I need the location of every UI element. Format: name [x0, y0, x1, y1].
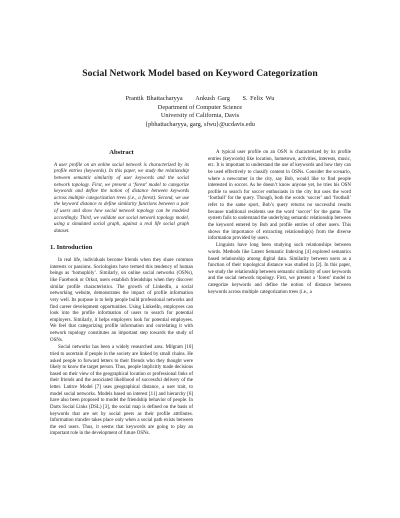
abstract-text: A user profile on an online social network is characterized by its profile entries (keywords). In this paper, we study the relationship between semantic similarity of user keywords and the social network topology. First, we present a ‘forest’ model to categorize keywords and define the notion of distance between keywords across multiple categorization trees (i.e., a forest). Second, we use the keyword distance to define similarity functions between a pair of users and show how social network topology can be modeled accordingly. Third, we validate our social network topology model, using a simulated social graph, against a real life social graph dataset.	[54, 162, 189, 234]
department: Department of Computer Science	[157, 103, 243, 111]
left-column	[50, 150, 193, 438]
author-name: Ankush Garg	[195, 95, 230, 102]
right-column	[208, 150, 351, 296]
section-heading-introduction: 1. Introduction	[50, 243, 93, 251]
university: University of California, Davis	[160, 112, 240, 120]
author-block	[0, 95, 400, 129]
email: {pbhattacharyya, garg, sfwu}@ucdavis.edu	[145, 120, 255, 128]
intro-paragraph: Social networks has been a widely researched area. Milgram [10] tried to ascertain if people in the society are linked by small chains. He asked people to forward letters to their friends who they thought were likely to know the target person. Thus, people implicitly made decisions based on their view of the geographical location or professional links of their friends and the associated likelihood of successful delivery of the letter. Latitce Model [7] uses geographical distance, a user trait, to model social networks. Models based on interest [11] and hierarchy [6] have also been proposed to model the friendship behavior of people. In Darts Social Links (DSL) [3], the social map is defined on the basis of keywords that are set by social peers as their profile attributes. Information transfer takes place only when a social path exists between the end users. Thus, it seems that keywords are going to play an important role in the development of future OSNs.	[50, 345, 193, 437]
intro-paragraph: A typical user profile on an OSN is characterized by its profile entries (keywords) like location, hometown, activities, interests, music, etc. It is important to understand the use of keywords and how they can be used effectively to classify content in OSNs. Consider the scenario, where a newcomer in the city, say Bob, would like to find people interested in soccer. As he doesn’t know anyone yet, he tries his OSN profile to search for soccer enthusiasts in the city but uses the word ‘football’ for the query. Though, both the words ‘soccer’ and ‘football’ refer to the same sport, Bob’s query returns no successful results because traditional residents use the word ‘soccer’ for the game. The system fails to understand the underlying semantic relationship between the keyword entered by Bob and profile entries of other users. This shows the importance of extracting relationship(s) from the diverse information provided by users.	[208, 150, 351, 242]
intro-paragraph: In real life, individuals become friends when they share common interests or passions. Sociologists have termed this tendency of human beings as ‘homophily’. Similarly, on online social networks (OSNs), like Facebook or Orkut, users establish friendships when they discover similar profile characteristics. The growth of LinkedIn, a social networking website, demonstrates the impact of profile information very well. Its purpose is to help people build professional networks and find career development opportunities. Using LinkedIn, employees can look into the profile information of users to search for potential employers. Similarly, it helps employers look for potential employees. We feel that categorizing profile information and correlating it with network topology constitutes an important step towards the study of OSNs.	[50, 258, 193, 343]
intro-paragraph: Linguists have long been studying such relationships between words. Methods like Latent Semantic Indexing [4] explored semantics based relationship among digital data. Similarity between users as a function of their topological distance was studied in [2]. In this paper, we study the relationship between semantic similarity of user keywords and the social network topology. First, we present a ‘forest’ model to categorize keywords and define the notion of distance between keywords across multiple categorization trees (i.e., a	[208, 243, 351, 295]
author-names	[0, 95, 400, 104]
author-name: Prantik Bhattacharyya	[125, 95, 183, 102]
abstract-heading: Abstract	[109, 149, 134, 156]
author-name: S. Felix Wu	[242, 95, 275, 102]
paper-title: Social Network Model based on Keyword Categorization	[82, 68, 318, 79]
